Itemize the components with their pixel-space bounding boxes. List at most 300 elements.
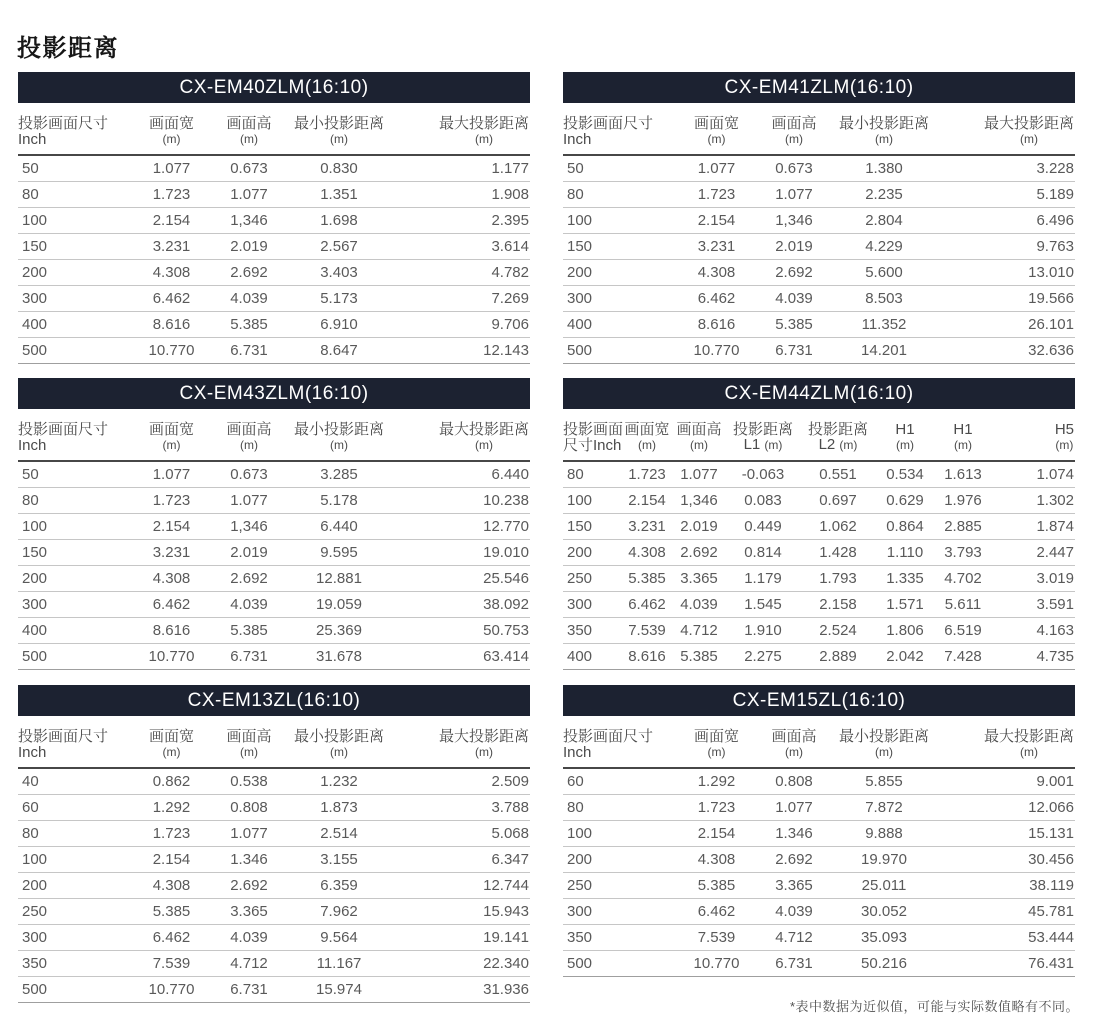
value-cell: 3.155 [279, 847, 399, 873]
value-cell: 63.414 [399, 644, 530, 670]
value-cell: 2.447 [991, 540, 1075, 566]
column-header: 投影画面尺寸 Inch [18, 716, 124, 768]
value-cell: 19.566 [944, 286, 1075, 312]
value-cell: 4.782 [399, 260, 530, 286]
screen-size-cell: 300 [18, 592, 124, 618]
value-cell: 1.698 [279, 208, 399, 234]
value-cell: 3.403 [279, 260, 399, 286]
value-cell: 25.546 [399, 566, 530, 592]
value-cell: 8.647 [279, 338, 399, 364]
value-cell: 7.539 [124, 951, 219, 977]
column-header: 最大投影距离 (m) [399, 103, 530, 155]
value-cell: 5.189 [944, 182, 1075, 208]
value-cell: 5.600 [824, 260, 944, 286]
table-title-bar [563, 685, 1075, 716]
footnote: *表中数据为近似值，可能与实际数值略有不同。 [789, 999, 1079, 1014]
value-cell: 45.781 [944, 899, 1075, 925]
value-cell: 6.359 [279, 873, 399, 899]
value-cell: 7.269 [399, 286, 530, 312]
screen-size-cell: 500 [18, 644, 124, 670]
value-cell: 4.229 [824, 234, 944, 260]
value-cell: 53.444 [944, 925, 1075, 951]
value-cell: 1.335 [875, 566, 935, 592]
value-cell: 32.636 [944, 338, 1075, 364]
value-cell: 8.503 [824, 286, 944, 312]
column-header: 画面宽 (m) [124, 409, 219, 461]
table-title: CX-EM41ZLM(16:10) [724, 76, 914, 98]
column-header: 最大投影距离 (m) [399, 716, 530, 768]
column-header: 画面宽 (m) [669, 103, 764, 155]
value-cell: 1.723 [124, 182, 219, 208]
value-cell: 1.723 [669, 182, 764, 208]
value-cell: 6.440 [279, 514, 399, 540]
screen-size-cell: 80 [563, 182, 669, 208]
screen-size-cell: 100 [18, 514, 124, 540]
value-cell: 3.231 [124, 540, 219, 566]
column-header: 投影画面尺寸 Inch [563, 716, 669, 768]
value-cell: 0.697 [801, 488, 875, 514]
table-row [18, 566, 530, 592]
value-cell: 1,346 [219, 514, 279, 540]
value-cell: 2.235 [824, 182, 944, 208]
column-header: H1 (m) [935, 409, 991, 461]
value-cell: 1.723 [124, 821, 219, 847]
screen-size-cell: 100 [18, 847, 124, 873]
screen-size-cell: 300 [18, 925, 124, 951]
table-block-cx-em41zlm [563, 72, 1075, 364]
header-row [563, 716, 1075, 768]
table-row [18, 899, 530, 925]
value-cell: 5.385 [219, 312, 279, 338]
table-row [563, 618, 1075, 644]
value-cell: 1.062 [801, 514, 875, 540]
projection-distance-table [18, 716, 530, 1003]
value-cell: 3.793 [935, 540, 991, 566]
value-cell: 10.770 [124, 338, 219, 364]
value-cell: 0.083 [725, 488, 801, 514]
screen-size-cell: 50 [563, 155, 669, 182]
table-row [563, 925, 1075, 951]
value-cell: 35.093 [824, 925, 944, 951]
value-cell: 2.154 [669, 821, 764, 847]
value-cell: 38.119 [944, 873, 1075, 899]
screen-size-cell: 100 [563, 488, 621, 514]
table-row [18, 618, 530, 644]
value-cell: 4.308 [124, 566, 219, 592]
screen-size-cell: 350 [563, 618, 621, 644]
value-cell: 1.793 [801, 566, 875, 592]
projection-distance-table [563, 716, 1075, 977]
column-header: H1 (m) [875, 409, 935, 461]
value-cell: 2.889 [801, 644, 875, 670]
value-cell: 31.678 [279, 644, 399, 670]
value-cell: 1.077 [124, 461, 219, 488]
value-cell: 12.066 [944, 795, 1075, 821]
screen-size-cell: 400 [563, 312, 669, 338]
table-row [563, 260, 1075, 286]
table-row [18, 338, 530, 364]
value-cell: 1.976 [935, 488, 991, 514]
value-cell: 31.936 [399, 977, 530, 1003]
table-title-bar [18, 378, 530, 409]
value-cell: 5.385 [764, 312, 824, 338]
value-cell: 4.163 [991, 618, 1075, 644]
value-cell: 6.462 [124, 925, 219, 951]
value-cell: 1,346 [764, 208, 824, 234]
value-cell: 4.039 [219, 592, 279, 618]
value-cell: 4.712 [764, 925, 824, 951]
value-cell: 1,346 [673, 488, 725, 514]
table-row [563, 821, 1075, 847]
value-cell: 2.019 [764, 234, 824, 260]
value-cell: 30.052 [824, 899, 944, 925]
value-cell: 8.616 [124, 618, 219, 644]
value-cell: 4.735 [991, 644, 1075, 670]
column-header: 最大投影距离 (m) [944, 103, 1075, 155]
value-cell: 5.385 [621, 566, 673, 592]
header-row [18, 103, 530, 155]
value-cell: 0.629 [875, 488, 935, 514]
table-block-cx-em43zlm [18, 378, 530, 670]
screen-size-cell: 80 [18, 821, 124, 847]
screen-size-cell: 400 [563, 644, 621, 670]
value-cell: 6.462 [669, 899, 764, 925]
value-cell: 6.462 [621, 592, 673, 618]
value-cell: 7.872 [824, 795, 944, 821]
table-row [18, 540, 530, 566]
value-cell: 5.855 [824, 768, 944, 795]
column-header: 画面宽 (m) [124, 716, 219, 768]
screen-size-cell: 50 [18, 155, 124, 182]
screen-size-cell: 100 [563, 821, 669, 847]
value-cell: 25.369 [279, 618, 399, 644]
column-header: 最大投影距离 (m) [944, 716, 1075, 768]
value-cell: 0.538 [219, 768, 279, 795]
value-cell: 6.519 [935, 618, 991, 644]
value-cell: 4.712 [219, 951, 279, 977]
value-cell: 6.496 [944, 208, 1075, 234]
value-cell: 2.019 [219, 234, 279, 260]
value-cell: 1.723 [124, 488, 219, 514]
value-cell: 1,346 [219, 208, 279, 234]
table-title: CX-EM13ZL(16:10) [187, 689, 361, 711]
table-row [563, 182, 1075, 208]
projection-distance-table [563, 103, 1075, 364]
value-cell: 5.385 [673, 644, 725, 670]
screen-size-cell: 100 [563, 208, 669, 234]
value-cell: 50.753 [399, 618, 530, 644]
value-cell: 19.010 [399, 540, 530, 566]
table-row [563, 768, 1075, 795]
value-cell: 1.177 [399, 155, 530, 182]
value-cell: 1.874 [991, 514, 1075, 540]
screen-size-cell: 200 [18, 260, 124, 286]
column-header: 画面高 (m) [219, 409, 279, 461]
value-cell: 12.744 [399, 873, 530, 899]
column-header: 画面宽 (m) [124, 103, 219, 155]
value-cell: 19.141 [399, 925, 530, 951]
column-header: 投影画面尺寸 Inch [18, 103, 124, 155]
column-header: 投影距离 L2 (m) [801, 409, 875, 461]
screen-size-cell: 500 [18, 338, 124, 364]
value-cell: 3.019 [991, 566, 1075, 592]
projection-distance-table [18, 103, 530, 364]
table-row [18, 182, 530, 208]
value-cell: 1.723 [669, 795, 764, 821]
value-cell: 1.346 [219, 847, 279, 873]
value-cell: 3.591 [991, 592, 1075, 618]
value-cell: 14.201 [824, 338, 944, 364]
column-header: 画面高 (m) [764, 716, 824, 768]
value-cell: 2.692 [219, 873, 279, 899]
value-cell: 2.567 [279, 234, 399, 260]
value-cell: 1.613 [935, 461, 991, 488]
value-cell: 10.770 [669, 951, 764, 977]
table-row [563, 312, 1075, 338]
projection-distance-table [563, 409, 1075, 670]
value-cell: 1.077 [673, 461, 725, 488]
value-cell: 0.673 [764, 155, 824, 182]
value-cell: 3.365 [673, 566, 725, 592]
column-header: 画面宽 (m) [621, 409, 673, 461]
value-cell: 4.308 [669, 847, 764, 873]
value-cell: 1.428 [801, 540, 875, 566]
screen-size-cell: 80 [18, 488, 124, 514]
value-cell: 30.456 [944, 847, 1075, 873]
value-cell: 2.042 [875, 644, 935, 670]
value-cell: 0.534 [875, 461, 935, 488]
value-cell: 0.864 [875, 514, 935, 540]
column-header: 投影距离 L1 (m) [725, 409, 801, 461]
value-cell: 1.908 [399, 182, 530, 208]
value-cell: 5.173 [279, 286, 399, 312]
value-cell: 1.806 [875, 618, 935, 644]
screen-size-cell: 350 [18, 951, 124, 977]
value-cell: 3.614 [399, 234, 530, 260]
table-row [563, 951, 1075, 977]
column-header: 最小投影距离 (m) [824, 103, 944, 155]
value-cell: 6.462 [124, 286, 219, 312]
table-row [563, 644, 1075, 670]
value-cell: 2.692 [764, 260, 824, 286]
table-block-cx-em40zlm [18, 72, 530, 364]
value-cell: 1.077 [124, 155, 219, 182]
value-cell: 6.731 [764, 338, 824, 364]
value-cell: 5.385 [124, 899, 219, 925]
value-cell: 1.910 [725, 618, 801, 644]
table-title-bar [563, 72, 1075, 103]
table-title-bar [18, 72, 530, 103]
table-row [563, 338, 1075, 364]
table-row [563, 847, 1075, 873]
value-cell: 13.010 [944, 260, 1075, 286]
value-cell: 2.509 [399, 768, 530, 795]
header-row [563, 409, 1075, 461]
value-cell: 22.340 [399, 951, 530, 977]
value-cell: 6.462 [669, 286, 764, 312]
value-cell: 50.216 [824, 951, 944, 977]
table-row [563, 899, 1075, 925]
table-title: CX-EM40ZLM(16:10) [179, 76, 369, 98]
table-row [18, 925, 530, 951]
table-row [563, 488, 1075, 514]
value-cell: 2.019 [219, 540, 279, 566]
value-cell: 2.524 [801, 618, 875, 644]
table-row [563, 208, 1075, 234]
value-cell: 6.440 [399, 461, 530, 488]
value-cell: 11.167 [279, 951, 399, 977]
table-row [563, 286, 1075, 312]
value-cell: 0.673 [219, 155, 279, 182]
table-row [18, 644, 530, 670]
value-cell: 12.143 [399, 338, 530, 364]
screen-size-cell: 300 [563, 286, 669, 312]
value-cell: 9.763 [944, 234, 1075, 260]
table-row [18, 951, 530, 977]
table-title: CX-EM43ZLM(16:10) [179, 382, 369, 404]
table-row [563, 234, 1075, 260]
value-cell: 11.352 [824, 312, 944, 338]
value-cell: 12.770 [399, 514, 530, 540]
table-row [18, 208, 530, 234]
table-row [18, 461, 530, 488]
screen-size-cell: 300 [18, 286, 124, 312]
value-cell: 2.395 [399, 208, 530, 234]
value-cell: 7.962 [279, 899, 399, 925]
value-cell: 1.077 [764, 182, 824, 208]
value-cell: 9.706 [399, 312, 530, 338]
value-cell: 1.302 [991, 488, 1075, 514]
value-cell: 1.545 [725, 592, 801, 618]
value-cell: 4.039 [764, 286, 824, 312]
value-cell: 4.039 [219, 286, 279, 312]
screen-size-cell: 80 [18, 182, 124, 208]
screen-size-cell: 200 [563, 847, 669, 873]
table-title: CX-EM15ZL(16:10) [732, 689, 906, 711]
screen-size-cell: 80 [563, 461, 621, 488]
value-cell: 19.059 [279, 592, 399, 618]
value-cell: 15.943 [399, 899, 530, 925]
value-cell: -0.063 [725, 461, 801, 488]
screen-size-cell: 250 [563, 566, 621, 592]
value-cell: 12.881 [279, 566, 399, 592]
column-header: 最小投影距离 (m) [824, 716, 944, 768]
column-header: 最小投影距离 (m) [279, 103, 399, 155]
table-row [18, 795, 530, 821]
value-cell: 1.074 [991, 461, 1075, 488]
table-row [18, 514, 530, 540]
table-row [563, 566, 1075, 592]
screen-size-cell: 400 [18, 618, 124, 644]
table-row [563, 514, 1075, 540]
table-row [18, 234, 530, 260]
value-cell: 1.723 [621, 461, 673, 488]
screen-size-cell: 500 [18, 977, 124, 1003]
value-cell: 1.292 [669, 768, 764, 795]
column-header: 画面宽 (m) [669, 716, 764, 768]
value-cell: 0.862 [124, 768, 219, 795]
value-cell: 4.039 [673, 592, 725, 618]
value-cell: 5.385 [219, 618, 279, 644]
value-cell: 2.692 [764, 847, 824, 873]
value-cell: 38.092 [399, 592, 530, 618]
value-cell: 2.692 [219, 566, 279, 592]
column-header: H5 (m) [991, 409, 1075, 461]
screen-size-cell: 150 [18, 234, 124, 260]
value-cell: 1.346 [764, 821, 824, 847]
value-cell: 4.039 [764, 899, 824, 925]
value-cell: 3.231 [621, 514, 673, 540]
table-row [18, 977, 530, 1003]
value-cell: 15.974 [279, 977, 399, 1003]
value-cell: 15.131 [944, 821, 1075, 847]
table-title: CX-EM44ZLM(16:10) [724, 382, 914, 404]
value-cell: 1.077 [219, 488, 279, 514]
value-cell: 8.616 [124, 312, 219, 338]
screen-size-cell: 150 [563, 514, 621, 540]
value-cell: 7.539 [669, 925, 764, 951]
value-cell: 3.365 [219, 899, 279, 925]
table-row [18, 312, 530, 338]
table-row [18, 286, 530, 312]
table-row [563, 540, 1075, 566]
screen-size-cell: 300 [563, 592, 621, 618]
value-cell: 5.178 [279, 488, 399, 514]
screen-size-cell: 250 [18, 899, 124, 925]
screen-size-cell: 500 [563, 951, 669, 977]
value-cell: 6.731 [219, 644, 279, 670]
header-row [18, 716, 530, 768]
value-cell: 8.616 [669, 312, 764, 338]
value-cell: 10.238 [399, 488, 530, 514]
value-cell: 1.571 [875, 592, 935, 618]
value-cell: 2.154 [124, 847, 219, 873]
value-cell: 9.564 [279, 925, 399, 951]
column-header: 最大投影距离 (m) [399, 409, 530, 461]
value-cell: 2.154 [124, 514, 219, 540]
value-cell: 1.351 [279, 182, 399, 208]
value-cell: 2.154 [621, 488, 673, 514]
value-cell: 2.692 [219, 260, 279, 286]
value-cell: 0.814 [725, 540, 801, 566]
screen-size-cell: 200 [563, 260, 669, 286]
value-cell: 4.712 [673, 618, 725, 644]
value-cell: 6.462 [124, 592, 219, 618]
value-cell: 2.158 [801, 592, 875, 618]
value-cell: 8.616 [621, 644, 673, 670]
screen-size-cell: 350 [563, 925, 669, 951]
value-cell: 2.275 [725, 644, 801, 670]
screen-size-cell: 60 [18, 795, 124, 821]
value-cell: 2.885 [935, 514, 991, 540]
value-cell: 1.077 [764, 795, 824, 821]
table-row [563, 873, 1075, 899]
value-cell: 9.888 [824, 821, 944, 847]
table-row [18, 768, 530, 795]
table-row [18, 155, 530, 182]
value-cell: 1.179 [725, 566, 801, 592]
value-cell: 9.001 [944, 768, 1075, 795]
value-cell: 2.804 [824, 208, 944, 234]
value-cell: 3.788 [399, 795, 530, 821]
screen-size-cell: 300 [563, 899, 669, 925]
value-cell: 10.770 [124, 644, 219, 670]
column-header: 画面高 (m) [673, 409, 725, 461]
value-cell: 0.449 [725, 514, 801, 540]
table-row [563, 795, 1075, 821]
value-cell: 1.077 [219, 182, 279, 208]
value-cell: 3.231 [669, 234, 764, 260]
